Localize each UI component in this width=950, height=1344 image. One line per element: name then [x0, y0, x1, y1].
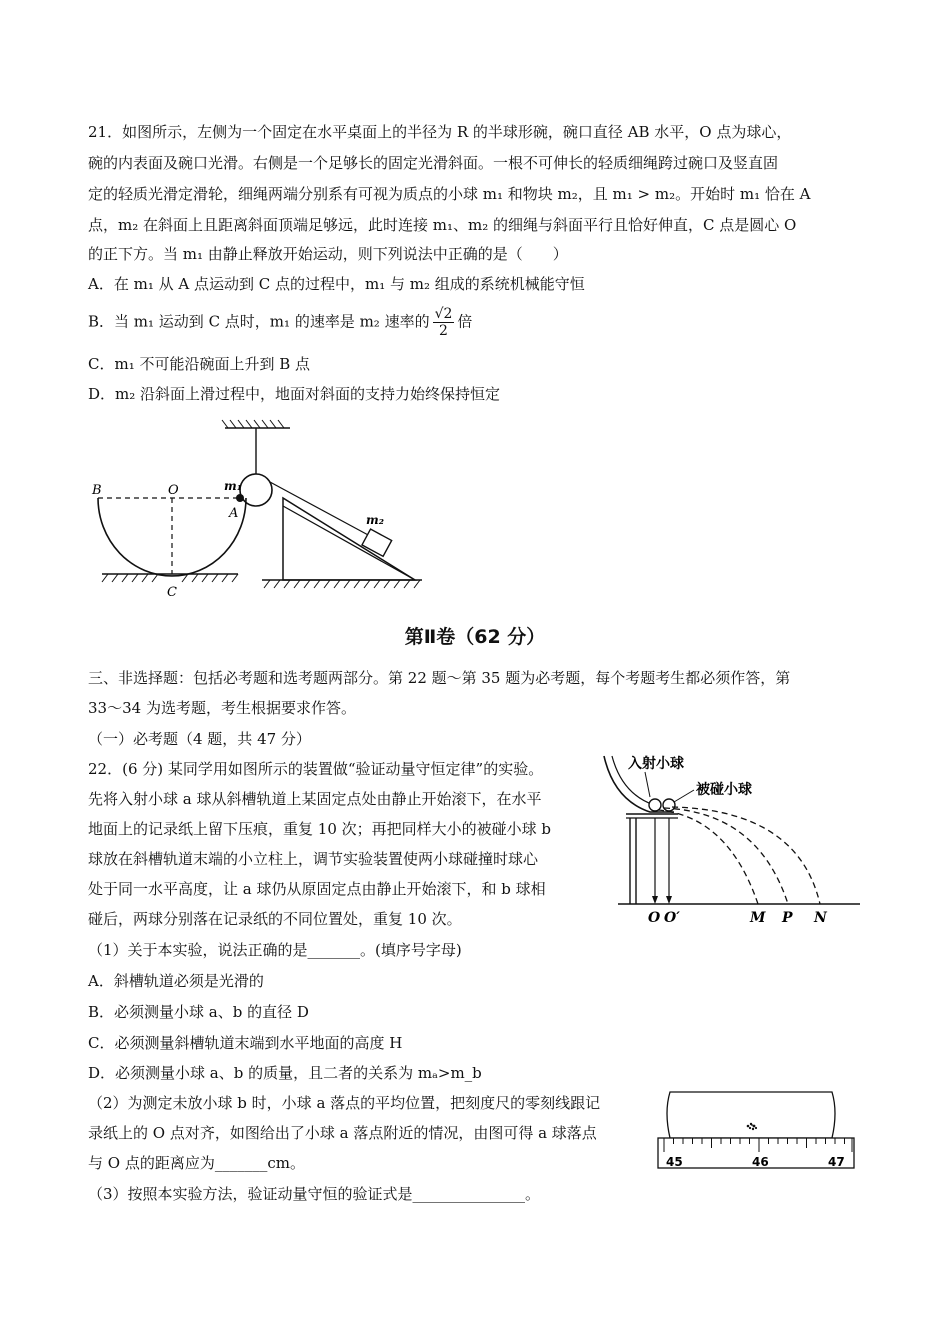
section-title: 第Ⅱ卷（62 分） — [404, 626, 546, 648]
q21-stem-line: 的正下方。当 m₁ 由静止释放开始运动，则下列说法中正确的是（ ） — [88, 245, 568, 263]
trajectory-n — [672, 807, 820, 904]
q22-stem-line: 22．(6 分) 某同学用如图所示的装置做“验证动量守恒定律”的实验。 — [88, 760, 544, 778]
q21-stem-line: 点，m₂ 在斜面上且距离斜面顶端足够远，此时连接 m₁、m₂ 的细绳与斜面平行且恰好伸直，C 点是圆心 O — [88, 216, 797, 234]
ruler-label-45: 45 — [666, 1155, 683, 1169]
q22-part2: 录纸上的 O 点对齐，如图给出了小球 a 落点附近的情况，由图可得 a 球落点 — [88, 1124, 597, 1142]
section-part-heading: （一）必考题（4 题，共 47 分） — [88, 730, 311, 748]
label-incident-ball: 入射小球 — [628, 756, 684, 772]
q22-option-a: A．斜槽轨道必须是光滑的 — [88, 972, 264, 990]
q21-option-a: A．在 m₁ 从 A 点运动到 C 点的过程中，m₁ 与 m₂ 组成的系统机械能守恒 — [88, 275, 585, 293]
label-a: A — [229, 506, 239, 521]
q22-stem-line: 先将入射小球 a 球从斜槽轨道上某固定点处由静止开始滚下，在水平 — [88, 790, 542, 808]
label-p: P — [782, 910, 793, 926]
ruler-label-46: 46 — [752, 1155, 769, 1169]
label-o: O — [168, 483, 179, 498]
q21-option-d: D．m₂ 沿斜面上滑过程中，地面对斜面的支持力始终保持恒定 — [88, 385, 501, 403]
q22-apparatus-figure — [598, 752, 868, 928]
fraction-denominator: 2 — [439, 323, 448, 339]
q22-part2: （2）为测定未放小球 b 时，小球 a 落点的平均位置，把刻度尺的零刻线跟记 — [88, 1094, 601, 1112]
q22-stem-line: 球放在斜槽轨道末端的小立柱上，调节实验装置使两小球碰撞时球心 — [88, 850, 539, 868]
q22-part3: （3）按照本实验方法，验证动量守恒的验证式是_______________。 — [88, 1185, 541, 1203]
q22-part1: （1）关于本实验，说法正确的是_______。(填序号字母) — [88, 941, 462, 959]
q21-option-b-suffix: 倍 — [457, 312, 473, 331]
ruler-label-47: 47 — [828, 1155, 845, 1169]
q21-option-c: C．m₁ 不可能沿碗面上升到 B 点 — [88, 355, 311, 373]
q22-option-b: B．必须测量小球 a、b 的直径 D — [88, 1003, 309, 1021]
label-target-ball: 被碰小球 — [696, 782, 752, 798]
incline — [283, 498, 415, 580]
incident-ball — [649, 799, 661, 811]
pulley — [240, 474, 272, 506]
q21-option-b — [88, 306, 472, 339]
label-o: O — [648, 910, 661, 926]
trajectory-m — [658, 810, 758, 904]
q22-option-c: C．必须测量斜槽轨道末端到水平地面的高度 H — [88, 1034, 403, 1052]
label-m2: m₂ — [366, 513, 384, 527]
q21-stem-line: 21．如图所示，左侧为一个固定在水平桌面上的半径为 R 的半球形碗，碗口直径 AB 水平，O 点为球心， — [88, 123, 792, 141]
q22-option-d: D．必须测量小球 a、b 的质量，且二者的关系为 mₐ>m_b — [88, 1064, 482, 1082]
label-n: N — [814, 910, 827, 926]
record-paper — [667, 1092, 835, 1138]
q21-stem-line: 定的轻质光滑定滑轮，细绳两端分别系有可视为质点的小球 m₁ 和物块 m₂，且 m₁ > m₂。开始时 m₁ 恰在 A — [88, 185, 811, 203]
q22-part2: 与 O 点的距离应为_______cm。 — [88, 1154, 305, 1172]
label-b: B — [92, 483, 102, 498]
label-m1: m₁ — [224, 479, 242, 493]
ball-m1 — [236, 494, 244, 502]
fraction-numerator: √2 — [434, 306, 453, 322]
q21-figure — [90, 418, 440, 603]
q21-option-b-text: B．当 m₁ 运动到 C 点时，m₁ 的速率是 m₂ 速率的 — [88, 312, 430, 331]
q22-ruler-figure — [656, 1090, 858, 1174]
section-intro: 三、非选择题：包括必考题和选考题两部分。第 22 题～第 35 题为必考题，每个考题考生都必须作答，第 — [88, 669, 791, 687]
q22-stem-line: 地面上的记录纸上留下压痕，重复 10 次；再把同样大小的被碰小球 b — [88, 820, 551, 838]
q22-stem-line: 处于同一水平高度，让 a 球仍从原固定点由静止开始滚下，和 b 球相 — [88, 880, 546, 898]
q22-stem-line: 碰后，两球分别落在记录纸的不同位置处，重复 10 次。 — [88, 910, 462, 928]
label-c: C — [167, 585, 177, 600]
label-m: M — [750, 910, 766, 926]
section-intro: 33～34 为选考题，考生根据要求作答。 — [88, 699, 356, 717]
q21-stem-line: 碗的内表面及碗口光滑。右侧是一个足够长的固定光滑斜面。一根不可伸长的轻质细绳跨过碗口及竖直固 — [88, 154, 779, 172]
trajectory-p — [664, 808, 788, 904]
label-o-prime: O′ — [664, 910, 680, 926]
target-ball — [663, 799, 675, 811]
q21-option-b-fraction — [433, 306, 455, 339]
